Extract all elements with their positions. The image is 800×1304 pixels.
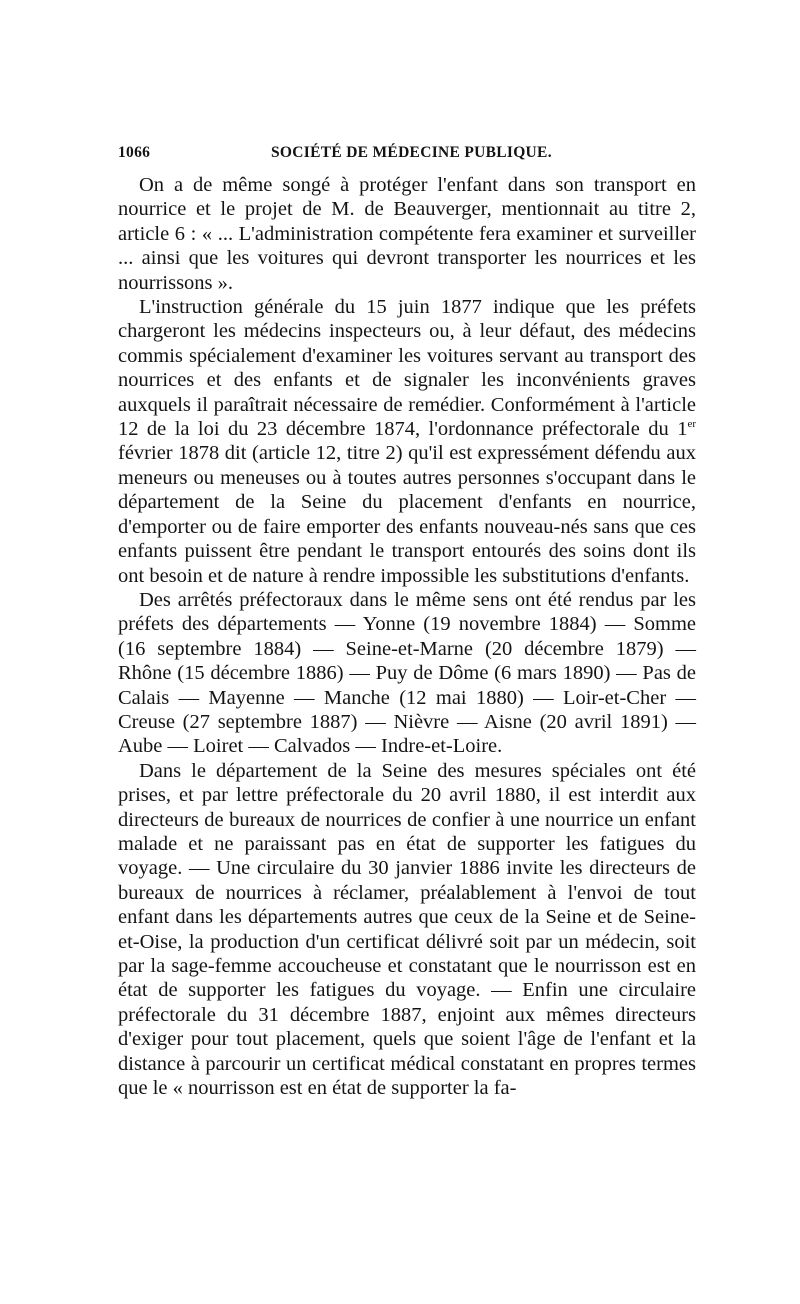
page-number: 1066 — [118, 144, 151, 161]
body-text — [118, 173, 696, 1100]
paragraph-instruction-part1: L'instruction générale du 15 juin 1877 indique que les préfets chargeront les médecins inspecteurs ou, à leur défaut, des médecins commis spécialement d'examiner les voitures servant au transport des nourrices et des enfants et de signaler les inconvénients graves auxquels il paraîtrait nécessaire de remédier. Conformément à l'article 12 de la loi du 23 décembre 1874, l'ordonnance préfectorale du 1 — [118, 296, 696, 441]
paragraph-seine: Dans le département de la Seine des mesures spéciales ont été prises, et par lettre préfectorale du 20 avril 1880, il est interdit aux directeurs de bureaux de nourrices de confier à une nourrice un enfant malade et ne paraissant pas en état de supporter les fatigues du voyage. — Une circulaire du 30 janvier 1886 invite les directeurs de bureaux de nourrices à réclamer, préalablement à l'envoi de tout enfant dans les départements autres que ceux de la Seine et de Seine-et-Oise, la production d'un certificat délivré soit par un médecin, soit par la sage-femme accoucheuse et constatant que le nourrisson est en état de supporter les fatigues du voyage. — Enfin une circulaire préfectorale du 31 décembre 1887, enjoint aux mêmes directeurs d'exiger pour tout placement, quels que soient l'âge de l'enfant et la distance à parcourir un certificat médical constatant en propres termes que le « nourrisson est en état de supporter la fa- — [118, 759, 696, 1100]
paragraph-arretes: Des arrêtés préfectoraux dans le même sens ont été rendus par les préfets des départements — Yonne (19 novembre 1884) — Somme (16 septembre 1884) — Seine-et-Marne (20 décembre 1879) — Rhône (15 décembre 1886) — Puy de Dôme (6 mars 1890) — Pas de Calais — Mayenne — Manche (12 mai 1880) — Loir-et-Cher — Creuse (27 septembre 1887) — Nièvre — Aisne (20 avril 1891) — Aube — Loiret — Calvados — Indre-et-Loire. — [118, 588, 696, 758]
paragraph-instruction-part2: février 1878 dit (article 12, titre 2) qu'il est expressément défendu aux meneurs ou meneuses ou à toutes autres personnes s'occupant dans le département de la Seine du placement d'enfants en nourrice, d'emporter ou de faire emporter des enfants nouveau-nés sans que ces enfants puissent être pendant le transport entourés des soins dont ils ont besoin et de nature à rendre impossible les substitutions d'enfants. — [118, 442, 696, 587]
running-title: SOCIÉTÉ DE MÉDECINE PUBLIQUE. — [271, 144, 552, 161]
book-page — [118, 140, 696, 1100]
ordinal-superscript: er — [687, 418, 696, 431]
paragraph-instruction — [118, 295, 696, 588]
paragraph-transport: On a de même songé à protéger l'enfant dans son transport en nourrice et le projet de M. de Beauverger, mentionnait au titre 2, article 6 : « ... L'administration compétente fera examiner et surveiller ... ainsi que les voitures qui devront transporter les nourrices et les nourrissons ». — [118, 174, 696, 294]
running-header — [118, 140, 696, 166]
